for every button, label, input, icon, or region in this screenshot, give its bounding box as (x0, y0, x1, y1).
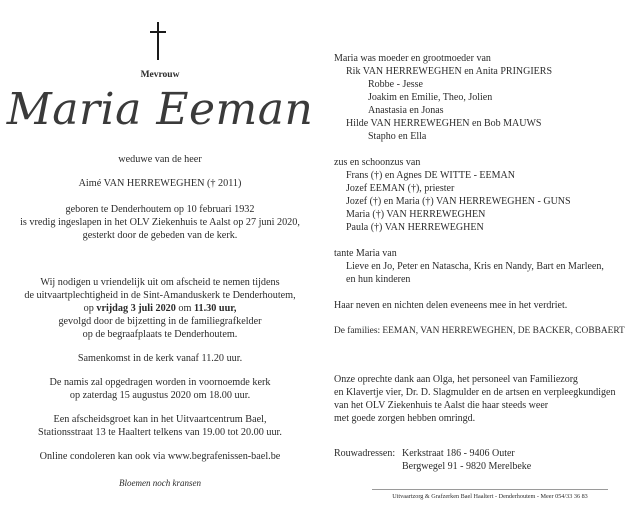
footer-divider (372, 489, 608, 490)
siblings-intro: zus en schoonzus van (334, 157, 421, 168)
invite-line-3 (0, 302, 320, 315)
address-2: Bergwegel 91 - 9820 Merelbeke (402, 461, 532, 472)
funeral-date: vrijdag 3 juli 2020 (96, 303, 176, 314)
died-line: is vredig ingeslapen in het OLV Ziekenhuis te Aalst op 27 juni 2020, (20, 217, 300, 228)
condolences-line: Online condoleren kan ook via www.begrafenissen-bael.be (39, 451, 281, 462)
spouse-first-name: Aimé (78, 178, 102, 189)
family-line: Joakim en Emilie, Theo, Jolien (368, 92, 493, 103)
spouse-last-name: VAN HERREWEGHEN (103, 178, 205, 189)
sibling-line: Jozef (†) en Maria (†) VAN HERREWEGHEN - GUNS (346, 196, 571, 207)
families-line: De families: EEMAN, VAN HERREWEGHEN, DE BACKER, COBBAERT (334, 326, 625, 336)
address-label: Rouwadressen: (334, 448, 396, 459)
family-line: Robbe - Jesse (368, 79, 423, 90)
farewell-line-1: Een afscheidsgroet kan in het Uitvaartcentrum Bael, (53, 414, 267, 425)
funeral-time: 11.30 uur, (194, 303, 237, 314)
sibling-line: Frans (†) en Agnes DE WITTE - EEMAN (346, 170, 515, 181)
mass-line-2: op zaterdag 15 augustus 2020 om 18.00 uur. (69, 390, 251, 401)
farewell-line-2: Stationsstraat 13 te Haaltert telkens van 19.00 tot 20.00 uur. (38, 427, 282, 438)
sibling-line: Maria (†) VAN HERREWEGHEN (346, 209, 486, 220)
invite-at: om (178, 303, 192, 314)
thanks-line-3: van het OLV Ziekenhuis te Aalst die haar steeds weer (334, 400, 549, 411)
invite-line-4: gevolgd door de bijzetting in de familiegrafkelder (58, 316, 262, 327)
address-1: Kerkstraat 186 - 9406 Outer (402, 448, 515, 459)
deceased-name: Maria Eeman (6, 84, 314, 135)
nephews-line: Haar neven en nichten delen eveneens mee in het verdriet. (334, 300, 568, 311)
invite-line-5: op de begraafplaats te Denderhoutem. (82, 329, 238, 340)
invite-on: op (83, 303, 94, 314)
sibling-line: Paula (†) VAN HERREWEGHEN (346, 222, 484, 233)
spouse-line (0, 177, 320, 190)
aunt-intro: tante Maria van (334, 248, 397, 259)
invite-line-2: de uitvaartplechtigheid in de Sint-Amanduskerk te Denderhoutem, (24, 290, 296, 301)
born-line: geboren te Denderhoutem op 10 februari 1932 (65, 204, 255, 215)
family-line: Rik VAN HERREWEGHEN en Anita PRINGIERS (346, 66, 553, 77)
salutation: Mevrouw (140, 70, 180, 80)
thanks-line-2: en Klavertje vier, Dr. D. Slagmulder en de artsen en verpleegkundigen (334, 387, 616, 398)
aunt-line-2: en hun kinderen (346, 274, 411, 285)
invite-line-1: Wij nodigen u vriendelijk uit om afscheid te nemen tijdens (40, 277, 280, 288)
mother-intro: Maria was moeder en grootmoeder van (334, 53, 491, 64)
strengthened-line: gesterkt door de gebeden van de kerk. (82, 230, 238, 241)
widow-line: weduwe van de heer (118, 154, 202, 165)
thanks-line-1: Onze oprechte dank aan Olga, het personeel van Familiezorg (334, 374, 578, 385)
sibling-line: Jozef EEMAN (†), priester (346, 183, 455, 194)
mass-line-1: De namis zal opgedragen worden in voornoemde kerk (49, 377, 271, 388)
footer-text: Uitvaartzorg & Grafzerken Bael Haaltert - Denderhoutem - Meer 054/33 36 83 (392, 493, 588, 500)
family-line: Stapho en Ella (368, 131, 427, 142)
family-line: Hilde VAN HERREWEGHEN en Bob MAUWS (346, 118, 542, 129)
spouse-years: († 2011) (206, 178, 242, 189)
gathering-line: Samenkomst in de kerk vanaf 11.20 uur. (77, 353, 243, 364)
thanks-line-4: met goede zorgen hebben omringd. (334, 413, 476, 424)
no-flowers-line: Bloemen noch kransen (119, 478, 201, 488)
cross-icon (147, 22, 169, 60)
family-line: Anastasia en Jonas (368, 105, 444, 116)
right-column (334, 0, 634, 515)
aunt-line-1: Lieve en Jo, Peter en Natascha, Kris en Nandy, Bart en Marleen, (346, 261, 604, 272)
